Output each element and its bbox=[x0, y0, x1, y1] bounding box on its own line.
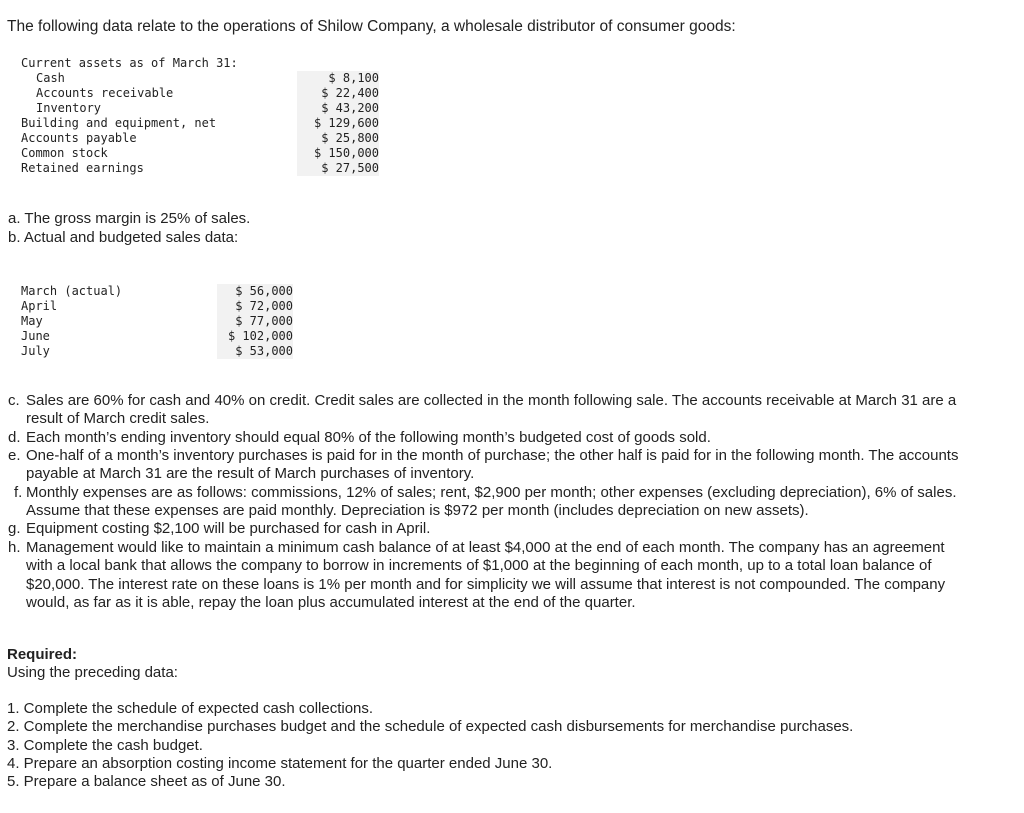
table-row-label: April bbox=[21, 299, 58, 313]
table-row-label: March (actual) bbox=[21, 284, 123, 298]
item-text: Monthly expenses are as follows: commissions, 12% of sales; rent, $2,900 per month; other expenses (excluding depreciation), 6% of sales. Assume that these expenses are paid monthly. Depreciation is $972 per month (includes depreciation on new assets). bbox=[26, 484, 957, 520]
item-text: Each month’s ending inventory should equal 80% of the following month’s budgeted cost of goods sold. bbox=[26, 429, 711, 446]
task-item: 5. Prepare a balance sheet as of June 30. bbox=[7, 773, 286, 790]
list-item-f bbox=[8, 484, 968, 521]
item-letter: h. bbox=[8, 539, 21, 556]
item-letter: f. bbox=[14, 484, 23, 501]
table-row-label: May bbox=[21, 314, 43, 328]
required-subtitle: Using the preceding data: bbox=[7, 664, 178, 681]
list-item-d bbox=[8, 429, 968, 447]
intro-text: The following data relate to the operations of Shilow Company, a wholesale distributor of consumer goods: bbox=[7, 18, 736, 35]
item-a-text: a. The gross margin is 25% of sales. bbox=[8, 210, 251, 227]
table-row-value: $ 8,100 bbox=[297, 71, 379, 86]
table-row-value: $ 72,000 bbox=[217, 299, 293, 314]
table-row-value: $ 27,500 bbox=[297, 161, 379, 176]
current-assets-header: Current assets as of March 31: bbox=[21, 56, 238, 70]
task-item: 4. Prepare an absorption costing income statement for the quarter ended June 30. bbox=[7, 755, 553, 772]
list-item-h bbox=[8, 539, 968, 612]
table-row-value: $ 77,000 bbox=[217, 314, 293, 329]
sales-table bbox=[21, 284, 303, 364]
table-row-value: $ 25,800 bbox=[297, 131, 379, 146]
table-row-label: Common stock bbox=[21, 146, 108, 160]
table-row-label: Cash bbox=[36, 71, 65, 85]
item-text: Equipment costing $2,100 will be purchased for cash in April. bbox=[26, 520, 431, 537]
task-item: 2. Complete the merchandise purchases budget and the schedule of expected cash disbursements for merchandise purchases. bbox=[7, 718, 854, 735]
item-letter: c. bbox=[8, 392, 20, 409]
table-row-label: Retained earnings bbox=[21, 161, 144, 175]
item-text: Sales are 60% for cash and 40% on credit. Credit sales are collected in the month following sale. The accounts receivable at March 31 are a result of March credit sales. bbox=[26, 392, 957, 428]
table-row-value: $ 53,000 bbox=[217, 344, 293, 359]
task-item: 1. Complete the schedule of expected cash collections. bbox=[7, 700, 374, 717]
list-item-c bbox=[8, 392, 968, 429]
item-text: One-half of a month’s inventory purchases is paid for in the month of purchase; the other half is paid for in the following month. The accounts payable at March 31 are the result of March purchases of inventory. bbox=[26, 447, 959, 483]
item-letter: e. bbox=[8, 447, 21, 464]
table-row-label: Inventory bbox=[36, 101, 102, 115]
current-assets-table bbox=[21, 56, 383, 180]
table-row-value: $ 102,000 bbox=[217, 329, 293, 344]
table-row-label: Accounts receivable bbox=[36, 86, 174, 100]
table-row-value: $ 56,000 bbox=[217, 284, 293, 299]
required-title: Required: bbox=[7, 646, 78, 663]
table-row-value: $ 22,400 bbox=[297, 86, 379, 101]
table-row-value: $ 43,200 bbox=[297, 101, 379, 116]
task-item: 3. Complete the cash budget. bbox=[7, 737, 203, 754]
table-row-label: Accounts payable bbox=[21, 131, 137, 145]
table-row-value: $ 129,600 bbox=[297, 116, 379, 131]
item-letter: d. bbox=[8, 429, 21, 446]
table-row-label: Building and equipment, net bbox=[21, 116, 217, 130]
list-item-g bbox=[8, 520, 968, 538]
table-row-label: July bbox=[21, 344, 50, 358]
table-row-value: $ 150,000 bbox=[297, 146, 379, 161]
item-b-text: b. Actual and budgeted sales data: bbox=[8, 229, 239, 246]
item-letter: g. bbox=[8, 520, 21, 537]
table-row-label: June bbox=[21, 329, 50, 343]
item-text: Management would like to maintain a minimum cash balance of at least $4,000 at the end of each month. The company has an agreement with a local bank that allows the company to borrow in increments of $1,000 at the beginning of each month, up to a total loan balance of $20,000. The interest rate on these loans is 1% per month and for simplicity we will assume that interest is not compounded. The company would, as far as it is able, repay the loan plus accumulated interest at the end of the quarter. bbox=[26, 539, 946, 611]
list-item-e bbox=[8, 447, 968, 484]
